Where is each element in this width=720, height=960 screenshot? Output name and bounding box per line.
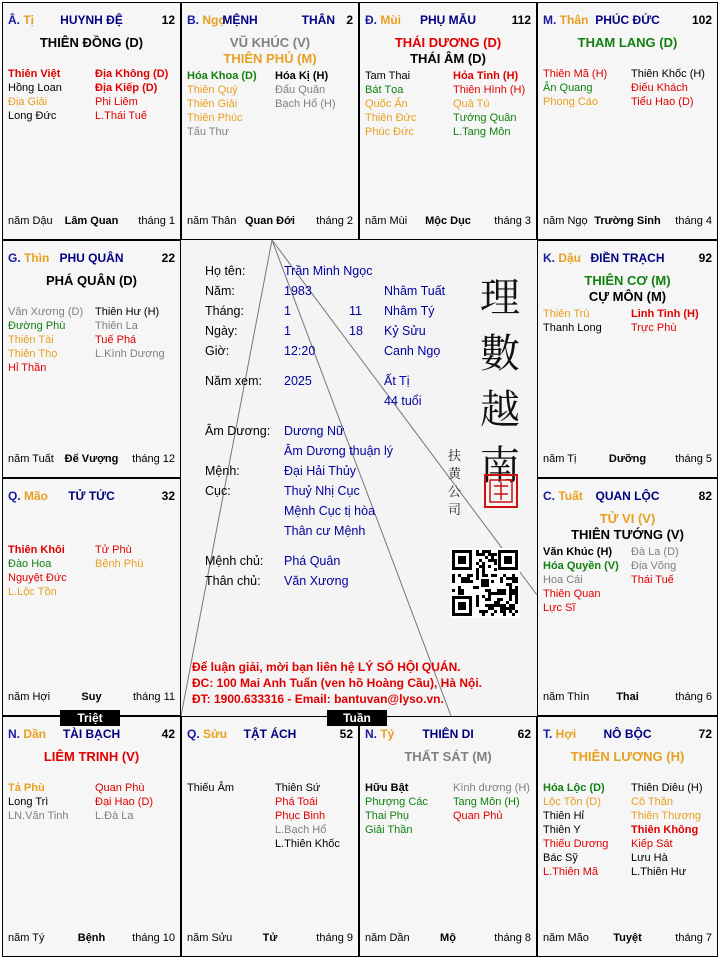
- dai-han-number: 72: [698, 727, 712, 741]
- minor-star: Long Đức: [8, 110, 57, 122]
- value-menh: Đại Hải Thủy: [284, 464, 357, 478]
- calligraphy-char: 數: [480, 331, 520, 377]
- year-label: năm Tý: [8, 932, 45, 944]
- chi-name: Mùi: [380, 13, 402, 27]
- palace-footer: [543, 215, 712, 229]
- year-label: năm Dần: [365, 932, 410, 944]
- minor-stars-left: [543, 67, 607, 109]
- value-ngay: 1: [284, 324, 291, 338]
- label-cuc: Cục:: [205, 484, 231, 498]
- minor-star: LN.Văn Tinh: [8, 810, 69, 822]
- label-than-chu: Thân chủ:: [205, 574, 261, 588]
- month-label: tháng 5: [675, 453, 712, 465]
- minor-star: Thiên Khôi: [8, 544, 65, 556]
- dai-han-number: 62: [517, 727, 531, 741]
- minor-star: Cô Thần: [631, 796, 673, 808]
- minor-star: Thiên Mã (H): [543, 68, 608, 80]
- seal-small-text: 扶 黄 公 司: [448, 449, 462, 518]
- major-star: VŨ KHÚC (V): [229, 35, 311, 50]
- palace-footer: [365, 215, 531, 229]
- major-star: CỰ MÔN (M): [588, 289, 667, 304]
- value-gio-can: Canh Ngọ: [384, 344, 441, 358]
- palace-name: TẬT ÁCH: [243, 727, 297, 741]
- minor-star: Địa Võng: [631, 560, 677, 572]
- value-ho-ten: Trần Minh Ngọc: [284, 264, 373, 278]
- month-label: tháng 11: [132, 691, 175, 703]
- can-prefix: G.: [8, 251, 25, 265]
- minor-stars-left: [187, 69, 257, 139]
- dai-han-number: 42: [161, 727, 175, 741]
- red-seal-stamp: [484, 474, 518, 508]
- chi-name: Sửu: [203, 727, 228, 741]
- value-am-duong-2: Âm Dương thuận lý: [284, 444, 393, 458]
- chi-name: Tý: [380, 727, 395, 741]
- calligraphy-char: 越: [480, 387, 520, 433]
- chi-name: Dần: [23, 727, 47, 741]
- value-ngay-al: 18: [349, 324, 363, 338]
- minor-stars-left: [8, 305, 83, 375]
- minor-star: Linh Tinh (H): [631, 308, 699, 320]
- minor-star: Nguyệt Đức: [8, 572, 67, 584]
- major-star: THIÊN ĐỒNG (D): [39, 35, 144, 50]
- minor-star: Kình dương (H): [453, 782, 530, 794]
- minor-star: L.Bạch Hổ: [275, 824, 327, 836]
- minor-star: Điếu Khách: [631, 82, 688, 94]
- major-star: THAM LANG (D): [577, 35, 678, 50]
- minor-star: Tuế Phá: [95, 334, 137, 346]
- minor-star: Thiên Thọ: [8, 348, 58, 360]
- minor-star: Hóa Kị (H): [275, 70, 329, 82]
- truong-sinh-label: Dưỡng: [608, 453, 647, 465]
- value-nam-xem-can: Ất Tị: [384, 374, 410, 388]
- label-nam: Năm:: [205, 284, 235, 298]
- palace-header: [543, 489, 712, 505]
- dai-han-number: 82: [698, 489, 712, 503]
- minor-star: Tả Phù: [8, 782, 45, 794]
- minor-star: Tang Môn (H): [453, 796, 520, 808]
- minor-stars-right: [631, 307, 699, 335]
- major-star: PHÁ QUÂN (D): [46, 273, 137, 288]
- palace-name: NÔ BỘC: [603, 727, 652, 741]
- truong-sinh-label: Quan Đới: [245, 215, 295, 227]
- palace-cell-suu: [181, 716, 359, 957]
- minor-stars-right: [95, 543, 143, 571]
- minor-star: Thái Tuế: [631, 574, 674, 586]
- palace-cell-ty2: [359, 716, 537, 957]
- value-cuc-2: Mệnh Cục tị hòa: [284, 504, 376, 518]
- minor-star: Lực Sĩ: [543, 602, 576, 614]
- minor-star: Ân Quang: [543, 82, 593, 94]
- palace-cell-mao: [2, 478, 181, 716]
- minor-star: Phi Liêm: [95, 96, 138, 108]
- palace-name: PHÚC ĐỨC: [595, 13, 660, 27]
- can-prefix: C.: [543, 489, 559, 503]
- minor-star: Lưu Hà: [631, 852, 668, 864]
- minor-star: Tam Thai: [365, 70, 411, 82]
- palace-name: ĐIỀN TRẠCH: [590, 251, 665, 265]
- value-menh-chu: Phá Quân: [284, 554, 341, 568]
- major-star: THIÊN CƠ (M): [584, 273, 671, 288]
- year-label: năm Tuất: [8, 453, 54, 465]
- minor-stars-left: [365, 781, 428, 837]
- truong-sinh-label: Lâm Quan: [64, 215, 119, 227]
- minor-star: Kiếp Sát: [631, 838, 673, 850]
- can-prefix: Q.: [8, 489, 25, 503]
- chi-name: Mão: [24, 489, 49, 503]
- palace-header: [543, 727, 712, 743]
- minor-star: Thiên Y: [543, 824, 581, 836]
- palace-name: MỆNH: [222, 13, 258, 27]
- minor-star: Quan Phù: [95, 782, 145, 794]
- month-label: tháng 3: [494, 215, 531, 227]
- palace-name: PHỤ MẪU: [420, 13, 476, 27]
- minor-star: Thiếu Âm: [187, 782, 235, 794]
- minor-star: L.Thiên Hư: [631, 866, 687, 878]
- dai-han-number: 102: [691, 13, 712, 27]
- truong-sinh-label: Trường Sinh: [594, 215, 661, 227]
- minor-stars-right: [275, 781, 340, 851]
- minor-star: L.Lộc Tồn: [8, 586, 57, 598]
- palace-cell-dan: [2, 716, 181, 957]
- palace-header: [543, 13, 712, 29]
- major-star: TỬ VI (V): [599, 511, 656, 526]
- month-label: tháng 10: [132, 932, 175, 944]
- minor-star: Lộc Tồn (D): [543, 796, 601, 808]
- dai-han-number: 12: [161, 13, 175, 27]
- minor-star: Đại Hao (D): [95, 796, 154, 808]
- minor-star: Thiên Quan: [543, 588, 601, 600]
- can-prefix: B.: [187, 13, 203, 27]
- palace-cell-dau: [537, 240, 718, 478]
- year-label: năm Dậu: [8, 215, 53, 227]
- can-prefix: N.: [365, 727, 381, 741]
- value-ngay-can: Kỷ Sửu: [384, 324, 426, 338]
- year-label: năm Thân: [187, 215, 237, 227]
- major-star: LIÊM TRINH (V): [43, 749, 140, 764]
- minor-star: Văn Xương (D): [8, 306, 84, 318]
- contact-line-2: ĐC: 100 Mai Anh Tuấn (ven hồ Hoàng Cầu), Hà Nội.: [192, 676, 483, 690]
- label-am-duong: Âm Dương:: [205, 424, 271, 438]
- palace-footer: [187, 215, 353, 229]
- minor-stars-right: [453, 781, 530, 823]
- value-tuoi: 44 tuổi: [384, 394, 422, 408]
- minor-star: Trực Phù: [631, 322, 677, 334]
- chi-name: Dậu: [558, 251, 582, 265]
- palace-footer: [543, 932, 712, 946]
- palace-cell-ty: [2, 2, 181, 240]
- minor-stars-right: [453, 69, 525, 139]
- minor-star: Địa Giải: [8, 96, 48, 108]
- chi-name: Thân: [559, 13, 589, 27]
- qr-code-graphic: [450, 548, 520, 618]
- palace-name: TỬ TỨC: [68, 489, 115, 503]
- minor-star: Thiên Hình (H): [453, 84, 526, 96]
- minor-star: Thiên Thương: [631, 810, 702, 822]
- minor-star: Phượng Các: [365, 796, 428, 808]
- label-gio: Giờ:: [205, 344, 230, 358]
- minor-star: Thanh Long: [543, 322, 602, 334]
- minor-star: Phúc Đức: [365, 126, 414, 138]
- minor-stars-right: [95, 305, 165, 361]
- minor-star: Hóa Quyền (V): [543, 560, 619, 572]
- minor-star: Hóa Khoa (D): [187, 70, 257, 82]
- minor-stars-right: [631, 545, 679, 587]
- contact-line-3: ĐT: 1900.633316 - Email: bantuvan@lyso.vn.: [192, 692, 444, 706]
- minor-star: Đào Hoa: [8, 558, 52, 570]
- year-label: năm Hợi: [8, 691, 51, 703]
- minor-star: Hóa Lộc (D): [543, 782, 605, 794]
- year-label: năm Sửu: [187, 932, 233, 944]
- can-prefix: M.: [543, 13, 560, 27]
- value-thang: 1: [284, 304, 291, 318]
- value-thang-can: Nhâm Tý: [384, 304, 435, 318]
- minor-star: Thiên Tài: [8, 334, 54, 346]
- calligraphy-char: 南: [480, 443, 520, 489]
- can-prefix: T.: [543, 727, 556, 741]
- major-star: THIÊN LƯƠNG (H): [570, 749, 685, 764]
- value-cuc-1: Thuỷ Nhị Cục: [284, 484, 360, 498]
- minor-star: Hữu Bật: [365, 782, 409, 794]
- minor-star: Thiên Hư (H): [95, 306, 160, 318]
- than-marker: THÂN: [301, 13, 335, 27]
- palace-header: [365, 13, 531, 29]
- dai-han-number: 22: [161, 251, 175, 265]
- minor-stars-left: [543, 307, 602, 335]
- minor-star: Thiên Diêu (H): [631, 782, 703, 794]
- minor-star: Bát Tọa: [365, 84, 404, 96]
- palace-name: PHU QUÂN: [59, 251, 124, 265]
- month-label: tháng 12: [132, 453, 175, 465]
- minor-star: Đường Phù: [8, 320, 66, 332]
- minor-star: Hoa Cái: [543, 574, 583, 586]
- minor-star: Thai Phụ: [365, 810, 410, 822]
- major-star: THÁI ÂM (D): [410, 51, 486, 66]
- minor-star: Thiên Sứ: [275, 782, 321, 794]
- truong-sinh-label: Mộ: [440, 932, 456, 944]
- minor-star: Phục Binh: [275, 810, 326, 822]
- palace-cell-mui: [359, 2, 537, 240]
- minor-stars-right: [631, 781, 703, 879]
- palace-header: [365, 727, 531, 743]
- minor-star: Thiếu Dương: [543, 838, 609, 850]
- truong-sinh-label: Suy: [81, 691, 102, 703]
- minor-star: L.Thái Tuế: [95, 110, 147, 122]
- value-nam: 1983: [284, 284, 312, 298]
- minor-stars-left: [543, 781, 608, 879]
- triet-tag: Triệt: [60, 710, 120, 726]
- minor-star: Hỉ Thần: [8, 362, 47, 374]
- month-label: tháng 7: [675, 932, 712, 944]
- can-prefix: N.: [8, 727, 24, 741]
- minor-star: Tướng Quân: [453, 112, 517, 124]
- minor-stars-left: [8, 543, 67, 599]
- palace-footer: [8, 691, 175, 705]
- contact-line-1: Để luận giải, mời bạn liên hệ LÝ SỐ HỘI QUÁN.: [192, 660, 461, 674]
- minor-stars-right: [631, 67, 705, 109]
- palace-name: QUAN LỘC: [595, 489, 660, 503]
- qr-code: [450, 548, 520, 618]
- major-star: THÁI DƯƠNG (D): [394, 35, 502, 50]
- truong-sinh-label: Đế Vượng: [64, 453, 119, 465]
- minor-star: Thiên Đức: [365, 112, 417, 124]
- value-nam-xem: 2025: [284, 374, 312, 388]
- label-ho-ten: Họ tên:: [205, 264, 246, 278]
- minor-star: Thiên Hỉ: [543, 810, 584, 822]
- truong-sinh-label: Mộc Dục: [425, 215, 471, 227]
- palace-footer: [543, 453, 712, 467]
- palace-cell-ngo: [181, 2, 359, 240]
- label-menh-chu: Mệnh chủ:: [205, 554, 264, 568]
- palace-cell-hoi: [537, 716, 718, 957]
- palace-cell-tuat: [537, 478, 718, 716]
- minor-stars-right: [95, 781, 153, 823]
- palace-footer: [8, 215, 175, 229]
- palace-name: THIÊN DI: [422, 727, 474, 741]
- minor-stars-left: [365, 69, 416, 139]
- minor-star: L.Thiên Mã: [543, 866, 599, 878]
- value-gio: 12:20: [284, 344, 316, 358]
- dai-han-number: 32: [161, 489, 175, 503]
- minor-stars-left: [8, 67, 62, 123]
- palace-footer: [543, 691, 712, 705]
- minor-star: Thiên Trù: [543, 308, 590, 320]
- palace-header: [187, 13, 353, 29]
- minor-star: L.Tang Môn: [453, 126, 511, 138]
- can-prefix: K.: [543, 251, 559, 265]
- minor-star: Tiểu Hao (D): [631, 96, 694, 108]
- year-label: năm Mão: [543, 932, 589, 944]
- month-label: tháng 1: [138, 215, 175, 227]
- month-label: tháng 9: [316, 932, 353, 944]
- minor-star: Hồng Loan: [8, 82, 62, 94]
- palace-cell-than: [537, 2, 718, 240]
- palace-header: [8, 727, 175, 743]
- palace-name: HUYNH ĐỆ: [60, 13, 123, 27]
- minor-stars-left: [543, 545, 619, 615]
- minor-star: Đẩu Quân: [275, 84, 326, 96]
- year-label: năm Thìn: [543, 691, 590, 703]
- can-prefix: Â.: [8, 13, 24, 27]
- minor-star: Thiên La: [95, 320, 138, 332]
- month-label: tháng 8: [494, 932, 531, 944]
- minor-star: Long Trì: [8, 796, 49, 808]
- palace-footer: [187, 932, 353, 946]
- value-am-duong-1: Dương Nữ: [284, 424, 345, 438]
- minor-star: Đà La (D): [631, 546, 679, 558]
- minor-star: Thiên Không: [631, 824, 699, 836]
- value-nam-can: Nhâm Tuất: [384, 284, 446, 298]
- minor-star: L.Kình Dương: [95, 348, 165, 360]
- truong-sinh-label: Tuyệt: [613, 932, 642, 944]
- value-thang-al: 11: [349, 304, 362, 318]
- minor-stars-left: [187, 781, 234, 795]
- month-label: tháng 6: [675, 691, 712, 703]
- calligraphy-char: 理: [480, 275, 520, 321]
- minor-star: Thiên Việt: [8, 68, 61, 80]
- minor-star: Tấu Thư: [187, 126, 230, 138]
- dai-han-number: 2: [346, 13, 353, 27]
- can-prefix: Q.: [187, 727, 204, 741]
- label-nam-xem: Năm xem:: [205, 374, 262, 388]
- year-label: năm Mùi: [365, 215, 408, 227]
- palace-name: TÀI BẠCH: [62, 727, 121, 741]
- chi-name: Tuất: [558, 489, 583, 503]
- label-ngay: Ngày:: [205, 324, 238, 338]
- month-label: tháng 2: [316, 215, 353, 227]
- truong-sinh-label: Thai: [616, 691, 639, 703]
- year-label: năm Ngọ: [543, 215, 588, 227]
- dai-han-number: 92: [698, 251, 712, 265]
- minor-stars-left: [8, 781, 69, 823]
- minor-stars-right: [95, 67, 168, 123]
- palace-header: [8, 489, 175, 505]
- palace-header: [543, 251, 712, 267]
- palace-header: [8, 251, 175, 267]
- minor-star: L.Đà La: [95, 810, 134, 822]
- value-than-chu: Văn Xương: [284, 574, 349, 588]
- minor-star: Thiên Phúc: [187, 112, 243, 124]
- palace-cell-thin: [2, 240, 181, 478]
- truong-sinh-label: Bệnh: [77, 932, 106, 944]
- minor-star: Thiên Giải: [187, 98, 238, 110]
- minor-star: Hỏa Tinh (H): [453, 70, 519, 82]
- palace-header: [8, 13, 175, 29]
- minor-star: Phong Cáo: [543, 96, 599, 108]
- palace-footer: [8, 932, 175, 946]
- truong-sinh-label: Tử: [262, 932, 278, 944]
- minor-star: Thiên Quý: [187, 84, 238, 96]
- calligraphy-logo: [470, 270, 530, 494]
- minor-star: Giải Thần: [365, 824, 413, 836]
- minor-star: Bệnh Phù: [95, 558, 144, 570]
- can-prefix: Đ.: [365, 13, 381, 27]
- month-label: tháng 4: [675, 215, 712, 227]
- minor-stars-right: [275, 69, 336, 111]
- minor-star: Bác Sỹ: [543, 852, 578, 864]
- label-menh: Mệnh:: [205, 464, 240, 478]
- palace-footer: [365, 932, 531, 946]
- minor-star: Thiên Khốc (H): [631, 68, 705, 80]
- dai-han-number: 52: [339, 727, 353, 741]
- minor-star: Địa Kiếp (D): [95, 82, 158, 94]
- palace-header: [187, 727, 353, 743]
- chi-name: Tị: [23, 13, 35, 27]
- minor-star: Quả Tú: [453, 98, 490, 110]
- major-star: THIÊN PHỦ (M): [223, 51, 317, 66]
- minor-star: Bạch Hổ (H): [275, 98, 336, 110]
- major-star: THIÊN TƯỚNG (V): [571, 527, 684, 542]
- chi-name: Ngọ: [202, 13, 226, 27]
- major-star: THẤT SÁT (M): [404, 749, 492, 764]
- minor-star: Địa Không (D): [95, 68, 169, 80]
- chi-name: Thìn: [24, 251, 50, 265]
- label-thang: Tháng:: [205, 304, 244, 318]
- minor-star: Tử Phù: [95, 544, 132, 556]
- chi-name: Hợi: [555, 727, 577, 741]
- year-label: năm Tị: [543, 453, 577, 465]
- dai-han-number: 112: [511, 13, 531, 27]
- minor-star: Phá Toái: [275, 796, 318, 808]
- minor-star: Quan Phủ: [453, 810, 503, 822]
- palace-footer: [8, 453, 175, 467]
- minor-star: L.Thiên Khốc: [275, 838, 340, 850]
- minor-star: Quốc Ấn: [365, 98, 408, 110]
- tuan-tag: Tuần: [327, 710, 387, 726]
- value-cuc-3: Thân cư Mệnh: [284, 524, 366, 538]
- minor-star: Văn Khúc (H): [543, 546, 613, 558]
